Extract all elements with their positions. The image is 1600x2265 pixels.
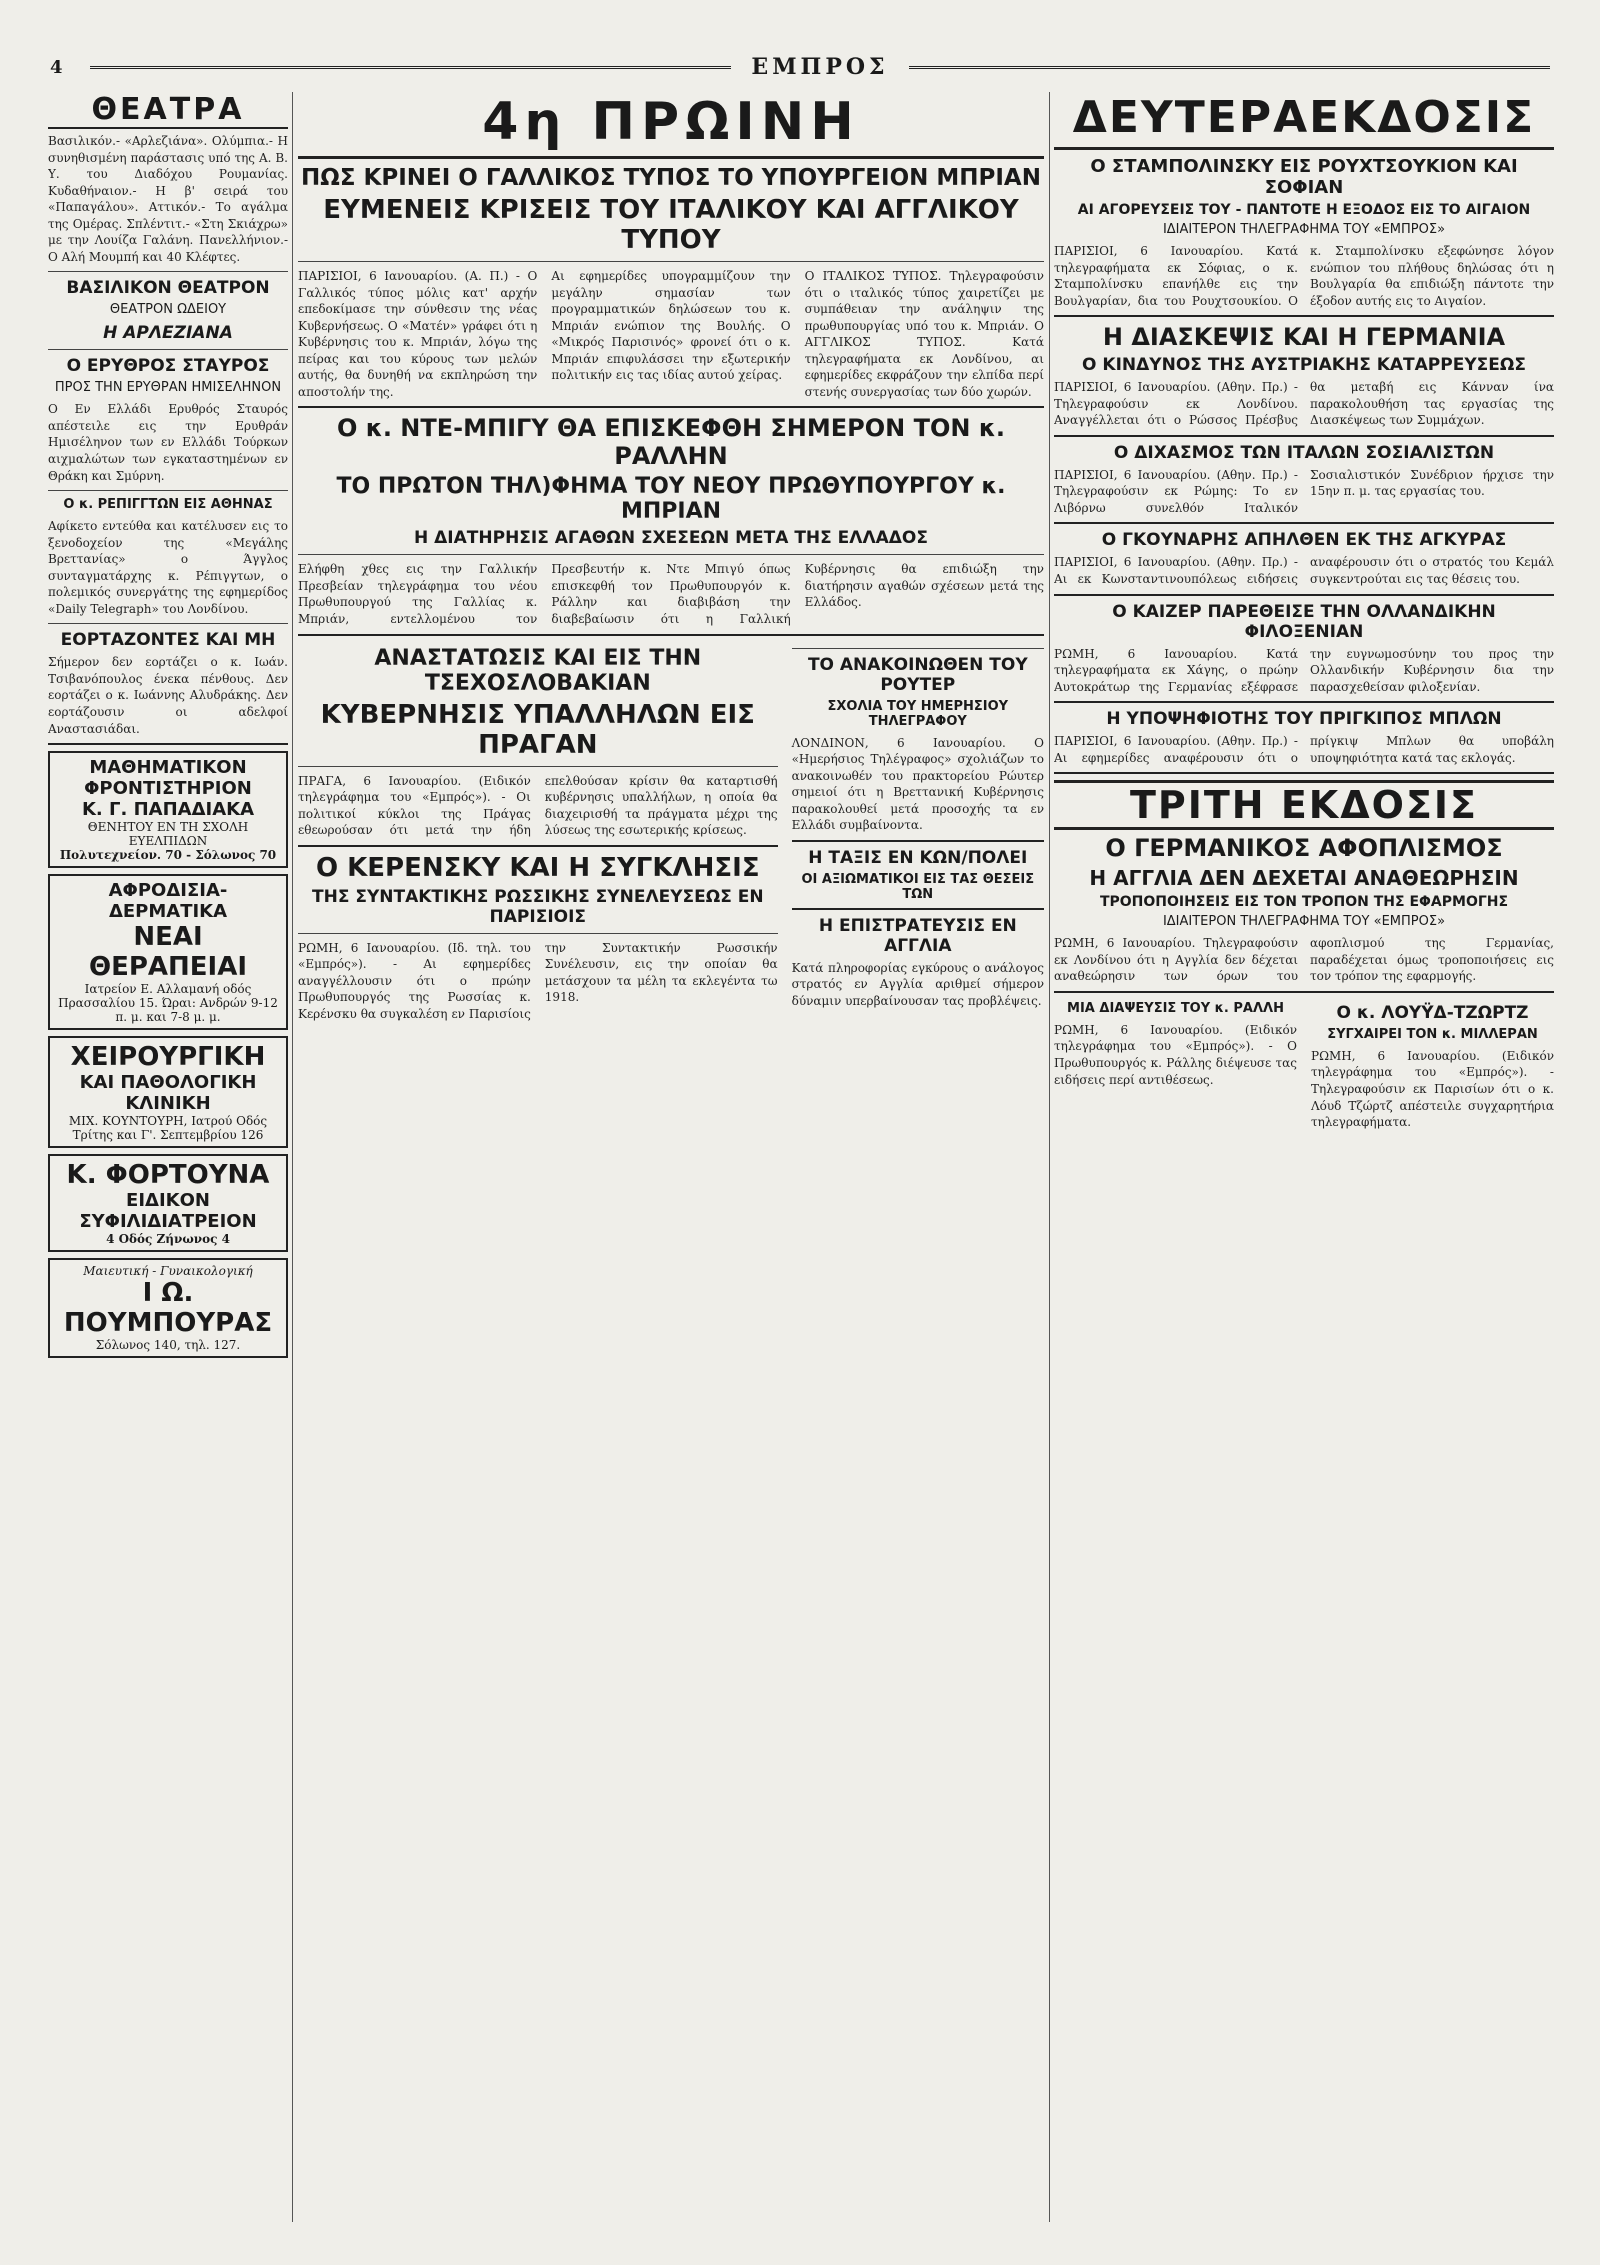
- story-briand-press: [298, 268, 1044, 400]
- theatre2-title: ΒΑΣΙΛΙΚΟΝ ΘΕΑΤΡΟΝ: [66, 278, 270, 299]
- ad-surgery: [48, 1036, 288, 1148]
- headline-rallis-denial: ΜΙΑ ΔΙΑΨΕΥΣΙΣ ΤΟΥ κ. ΡΑΛΛΗ: [1067, 1000, 1284, 1016]
- subhead-debigy: ΤΟ ΠΡΩΤΟΝ ΤΗΛ)ΦΗΜΑ ΤΟΥ ΝΕΟΥ ΠΡΩΘΥΠΟΥΡΓΟΥ κ. ΜΠΡΙΑΝ: [336, 474, 1006, 525]
- story-czech: ΠΡΑΓΑ, 6 Ιανουαρίου. (Ειδικόν τηλεγράφημα του «Εμπρός»). - Οι πολιτικοί κύκλοι της Πράγας εθεωρούσαν ότι μετά την ήδη επελθούσαν κρίσιν θα καταρτισθή κυβέρνησις υπαλλήλων, η οποία θα διαχειρισθή τα πράγματα μέχρι της λύσεως της εσωτερικής κρίσεως.: [298, 773, 778, 838]
- story-debigy: Ελήφθη χθες εις την Γαλλικήν Πρεσβείαν τηλεγράφημα του νέου Πρωθυπουργού της Γαλλίας κ. Μπριάν, εντελλομένου τον Πρεσβευτήν κ. Ντε Μπιγύ όπως επισκεφθή τον Πρωθυπουργόν κ. Ράλλην και διαβιβάση την διαβεβαίωσιν ότι η Γαλλική Κυβέρνησις θα επιδιώξη την διατήρησιν αγαθών σχέσεων μετά της Ελλάδος.: [298, 562, 1044, 627]
- ad3-text: ΜΙΧ. ΚΟΥΝΤΟΥΡΗ, Ιατρού Οδός Τρίτης και Γ'. Σεπτεμβρίου 126: [68, 1114, 268, 1143]
- headline-kaiser: Ο ΚΑΙΖΕΡ ΠΑΡΕΘΕΙΣΕ ΤΗΝ ΟΛΛΑΝΔΙΚΗΝ ΦΙΛΟΞΕΝΙΑΝ: [1112, 601, 1496, 642]
- story-lloyd-george: ΡΩΜΗ, 6 Ιανουαρίου. (Ειδικόν τηλεγράφημα του «Εμπρός»). - Τηλεγραφούσιν εκ Παρισίων ότι ο κ. Λόυδ Τζώρτζ απέστειλε συγχαρητήρια τηλεγραφήματα.: [1311, 1048, 1554, 1130]
- center-column: [298, 92, 1044, 1022]
- subhead-reuter: ΣΧΟΛΙΑ ΤΟΥ ΗΜΕΡΗΣΙΟΥ ΤΗΛΕΓΡΑΦΟΥ: [827, 698, 1009, 729]
- headline-germany-conference: Η ΔΙΑΣΚΕΨΙΣ ΚΑΙ Η ΓΕΡΜΑΝΙΑ: [1102, 323, 1506, 352]
- story1-col-c: Ο ΙΤΑΛΙΚΟΣ ΤΥΠΟΣ. Τηλεγραφούσιν ότι ο ιταλικός τύπος χαιρετίζει με συμπάθειαν την ανάληψιν της πρωθυπουργίας υπό του κ. Μπριάν. Ο ΑΓΓΛΙΚΟΣ ΤΥΠΟΣ. Κατά τηλεγραφήματα εκ Λονδίνου, αι εφημερίδες εκφράζουν την ελπίδα περί στενής συνεργασίας των δύο χωρών.: [804, 269, 1044, 399]
- redcross-text: Ο Εν Ελλάδι Ερυθρός Σταυρός απέστειλε εις την Ερυθράν Ημισέληνον των εν Ελλάδι Τούρκων αιχμαλώτων των εγκαταστημένων εν Θράκη και Σμύρνη.: [48, 402, 288, 483]
- headline-debigy: Ο κ. ΝΤΕ-ΜΠΙΓΥ ΘΑ ΕΠΙΣΚΕΦΘΗ ΣΗΜΕΡΟΝ ΤΟΝ κ. ΡΑΛΛΗΝ: [337, 414, 1005, 471]
- ad2-text: Ιατρείον Ε. Αλλαμανή οδός Πρασσαλίου 15. Ώραι: Ανδρών 9-12 π. μ. και 7-8 μ. μ.: [58, 982, 278, 1025]
- headline-italian-socialists: Ο ΔΙΧΑΣΜΟΣ ΤΩΝ ΙΤΑΛΩΝ ΣΟΣΙΑΛΙΣΤΩΝ: [1113, 442, 1495, 463]
- redcross-title: Ο ΕΡΥΘΡΟΣ ΣΤΑΥΡΟΣ: [66, 356, 270, 377]
- masthead-rule-left: [90, 66, 731, 69]
- ad1-title: ΜΑΘΗΜΑΤΙΚΟΝ ΦΡΟΝΤΙΣΤΗΡΙΟΝ: [84, 757, 252, 800]
- ad3-title: ΧΕΙΡΟΥΡΓΙΚΗ: [70, 1042, 266, 1073]
- ad4-sub: ΕΙΔΙΚΟΝ ΣΥΦΙΛΙΔΙΑΤΡΕΙΟΝ: [79, 1190, 257, 1233]
- story-england-mobilisation: Κατά πληροφορίας εγκύρους ο ανάλογος στρατός εν Αγγλία αριθμεί σήμερον δύναμιν υπερβαίνουσαν τας προβλέψεις.: [791, 960, 1044, 1008]
- ad-gynecology: [48, 1258, 288, 1358]
- ad2-big: ΝΕΑΙ ΘΕΡΑΠΕΙΑΙ: [88, 922, 248, 983]
- story-gounaris: ΠΑΡΙΣΙΟΙ, 6 Ιανουαρίου. (Αθην. Πρ.) - Αι εκ Κωνσταντινουπόλεως ειδήσεις αναφέρουσιν ότι ο στρατός του Κεμάλ συγκεντρούται εις τας θέσεις του.: [1054, 555, 1554, 587]
- ad4-addr: 4 Οδός Ζήνωνος 4: [106, 1232, 230, 1247]
- headline-czech: ΑΝΑΣΤΑΤΩΣΙΣ ΚΑΙ ΕΙΣ ΤΗΝ ΤΣΕΧΟΣΛΟΒΑΚΙΑΝ: [374, 645, 702, 696]
- ad1-name: Κ. Γ. ΠΑΠΑΔΙΑΚΑ: [81, 799, 255, 821]
- page-number: 4: [50, 56, 63, 78]
- story-rallis-denial: ΡΩΜΗ, 6 Ιανουαρίου. (Ειδικόν τηλεγράφημα του «Εμπρός»). - Ο Πρωθυπουργός κ. Ράλλης διέψευσε τας ειδήσεις περί αντιθέσεως.: [1054, 1022, 1297, 1087]
- headline-lloyd-george: Ο κ. ΛΟΥΫΔ-ΤΖΩΡΤΖ: [1336, 1002, 1529, 1023]
- headline-german-disarmament: Ο ΓΕΡΜΑΝΙΚΟΣ ΑΦΟΠΛΙΣΜΟΣ: [1105, 834, 1503, 863]
- story-germany-conference: ΠΑΡΙΣΙΟΙ, 6 Ιανουαρίου. (Αθην. Πρ.) - Τηλεγραφούσιν εκ Λονδίνου. Αναγγέλλεται ότι ο Ρώσσος Πρέσβυς θα μεταβή εις Κάνναν ίνα παρακολουθήση τας εργασίας της Διασκέψεως των Συμμάχων.: [1054, 380, 1554, 428]
- story-kaiser: ΡΩΜΗ, 6 Ιανουαρίου. Κατά τηλεγραφήματα εκ Χάγης, ο πρώην Αυτοκράτωρ της Γερμανίας εξέφρασε την ευγνωμοσύνην του προς την Ολλανδικήν Κυβέρνησιν δια την παρασχεθείσαν φιλοξενίαν.: [1054, 646, 1554, 694]
- subhead-constantinople: ΟΙ ΑΞΙΩΜΑΤΙΚΟΙ ΕΙΣ ΤΑΣ ΘΕΣΕΙΣ ΤΩΝ: [801, 871, 1035, 902]
- story-german-disarmament: ΡΩΜΗ, 6 Ιανουαρίου. Τηλεγραφούσιν εκ Λονδίνου ότι η Αγγλία δεν δέχεται αναθεώρησιν των όρων του αφοπλισμού της Γερμανίας, παραδέχεται όμως τροποποιήσεις εις τον τρόπον της εφαρμογής.: [1054, 936, 1554, 984]
- story-reuter: ΛΟΝΔΙΝΟΝ, 6 Ιανουαρίου. Ο «Ημερήσιος Τηλέγραφος» σχολιάζων το ανακοινωθέν του πρακτορείου Ρώυτερ σημειοί ότι η Βρεττανική Κυβέρνησις παρακολουθεί μετά προσοχής τα εν Ελλάδι συμβαίνοντα.: [791, 735, 1044, 833]
- subhead-czech: ΚΥΒΕΡΝΗΣΙΣ ΥΠΑΛΛΗΛΩΝ ΕΙΣ ΠΡΑΓΑΝ: [320, 699, 755, 760]
- namedays-text: Σήμερον δεν εορτάζει ο κ. Ιωάν. Τσιβανόπουλος ένεκα πένθους. Δεν εορτάζει ο κ. Ιωάννης Αλυδράκης. Δεν εορτάζουσιν οι αδελφοί Αναστασιάδαι.: [48, 655, 288, 736]
- ad5-sub: Μαιευτική - Γυναικολογική: [83, 1264, 253, 1279]
- byline-german-disarmament: ΙΔΙΑΙΤΕΡΟΝ ΤΗΛΕΓΡΑΦΗΜΑ ΤΟΥ «ΕΜΠΡΟΣ»: [1162, 914, 1446, 930]
- ad-tutoring: [48, 751, 288, 868]
- second-edition-banner: ΔΕΥΤΕΡΑΕΚΔΟΣΙΣ: [1054, 92, 1554, 150]
- redcross-sub: ΠΡΟΣ ΤΗΝ ΕΡΥΘΡΑΝ ΗΜΙΣΕΛΗΝΟΝ: [54, 380, 282, 396]
- edition-banner: 4η ΠΡΩΙΝΗ: [298, 92, 1044, 159]
- theatre2-sub: ΘΕΑΤΡΟΝ ΩΔΕΙΟΥ: [109, 302, 227, 318]
- column-divider-2: [1049, 92, 1050, 2222]
- subhead-briand-press: ΕΥΜΕΝΕΙΣ ΚΡΙΣΕΙΣ ΤΟΥ ΙΤΑΛΙΚΟΥ ΚΑΙ ΑΓΓΛΙΚΟΥ ΤΥΠΟΥ: [323, 195, 1019, 255]
- headline-briand-press: ΠΩΣ ΚΡΙΝΕΙ Ο ΓΑΛΛΙΚΟΣ ΤΥΠΟΣ ΤΟ ΥΠΟΥΡΓΕΙΟΝ ΜΠΡΙΑΝ: [301, 165, 1041, 191]
- byline-stamboliisky: ΙΔΙΑΙΤΕΡΟΝ ΤΗΛΕΓΡΑΦΗΜΑ ΤΟΥ «ΕΜΠΡΟΣ»: [1162, 222, 1446, 237]
- ad-syphilis: [48, 1154, 288, 1252]
- center-lower-section: [298, 642, 1044, 1023]
- ad1-text: ΘΕΝΗΤΟΥ ΕΝ ΤΗ ΣΧΟΛΗ ΕΥΕΛΠΙΔΩΝ: [87, 820, 249, 849]
- story-italian-socialists: ΠΑΡΙΣΙΟΙ, 6 Ιανουαρίου. (Αθην. Πρ.) - Τηλεγραφούσιν εκ Ρώμης: Το εν Λιβόρνω συνελθόν Ιταλικόν Σοσιαλιστικόν Συνέδριον ήρχισε την 15ην π. μ. τας εργασίας του.: [1054, 467, 1554, 515]
- ad1-addr: Πολυτεχνείον. 70 - Σόλωνος 70: [59, 848, 277, 863]
- subhead-germany-conference: Ο ΚΙΝΔΥΝΟΣ ΤΗΣ ΑΥΣΤΡΙΑΚΗΣ ΚΑΤΑΡΡΕΥΣΕΩΣ: [1082, 355, 1526, 376]
- headline-constantinople: Η ΤΑΞΙΣ ΕΝ ΚΩΝ/ΠΟΛΕΙ: [808, 847, 1028, 868]
- theatre2-play: Η ΑΡΛΕΖΙΑΝΑ: [103, 323, 233, 344]
- right-column: [1054, 92, 1554, 1131]
- theatres-text: Βασιλικόν.- «Αρλεζιάνα». Ολύμπια.- Η συνηθισμένη παράστασις υπό της Α. Β. Υ. του Διαδόχου Ρουμανίας. Κυδαθήναιον.- Η β' σειρά του «Παπαγάλου». Αττικόν.- Το αγάλμα της Ομέρας. Σπλέντιτ.- «Στη Σκιάχρω» με την Λουίζα Γαλάνη. Πανελλήνιον.- Ο Αλή Μουμπή και 40 Κλέφτες.: [48, 134, 288, 264]
- ad2-title: ΑΦΡΟΔΙΣΙΑ-ΔΕΡΜΑΤΙΚΑ: [108, 880, 228, 923]
- story-kerensky: ΡΩΜΗ, 6 Ιανουαρίου. (Ιδ. τηλ. του «Εμπρός»). - Αι εφημερίδες αναγγέλλουσιν ότι ο πρώην Πρωθυπουργός της Ρωσσίας κ. Κερένσκυ θα συγκαλέση εν Παρισίοις την Συντακτικήν Ρωσσικήν Συνέλευσιν, εις την οποίαν θα μετάσχουν τα μέλη τα εκλεγέντα τω 1918.: [298, 940, 778, 1021]
- ad-clinic-venereal: [48, 874, 288, 1030]
- column-divider-1: [292, 92, 293, 2222]
- headline-england-mobilisation: Η ΕΠΙΣΤΡΑΤΕΥΣΙΣ ΕΝ ΑΓΓΛΙΑ: [818, 915, 1017, 956]
- theatres-title: ΘΕΑΤΡΑ: [48, 92, 288, 129]
- story-prince-blown: ΠΑΡΙΣΙΟΙ, 6 Ιανουαρίου. (Αθην. Πρ.) - Αι εφημερίδες αναφέρουσιν ότι ο πρίγκιψ Μπλων θα υποβάλη υποψηφιότητα κατά τας εκλογάς.: [1054, 734, 1554, 765]
- subhead-stamboliisky: ΑΙ ΑΓΟΡΕΥΣΕΙΣ ΤΟΥ - ΠΑΝΤΟΤΕ Η ΕΞΟΔΟΣ ΕΙΣ ΤΟ ΑΙΓΑΙΟΝ: [1077, 202, 1531, 218]
- subhead-debigy-b: Η ΔΙΑΤΗΡΗΣΙΣ ΑΓΑΘΩΝ ΣΧΕΣΕΩΝ ΜΕΤΑ ΤΗΣ ΕΛΛΑΔΟΣ: [414, 528, 928, 549]
- ad4-title: Κ. ΦΟΡΤΟΥΝΑ: [66, 1160, 270, 1191]
- paper-name: ΕΜΠΡΟΣ: [751, 54, 889, 80]
- left-column: [48, 92, 288, 1364]
- subhead-german-disarmament: Η ΑΓΓΛΙΑ ΔΕΝ ΔΕΧΕΤΑΙ ΑΝΑΘΕΩΡΗΣΙΝ: [1089, 866, 1519, 891]
- third-edition-banner: ΤΡΙΤΗ ΕΚΔΟΣΙΣ: [1054, 780, 1554, 830]
- subhead-kerensky: ΤΗΣ ΣΥΝΤΑΚΤΙΚΗΣ ΡΩΣΣΙΚΗΣ ΣΥΝΕΛΕΥΣΕΩΣ ΕΝ ΠΑΡΙΣΙΟΙΣ: [312, 886, 764, 927]
- ad5-title: Ι Ω. ΠΟΥΜΠΟΥΡΑΣ: [63, 1278, 273, 1339]
- story-stamboliisky: ΠΑΡΙΣΙΟΙ, 6 Ιανουαρίου. Κατά τηλεγραφήματα εκ Σόφιας, ο κ. Σταμπολίνσκυ επανήλθε εις την Βουλγαρίαν, δια του Ρουχτσουκίου. Ο κ. Σταμπολίνσκυ εξεφώνησε λόγον ενώπιον του πλήθους δηλώσας ότι η Βουλγαρία θα επιδιώξη πάντοτε την έξοδον αυτής εις το Αιγαίον.: [1054, 244, 1554, 308]
- ad5-text: Σόλωνος 140, τηλ. 127.: [95, 1338, 241, 1353]
- masthead-rule-right: [909, 66, 1550, 69]
- headline-reuter: ΤΟ ΑΝΑΚΟΙΝΩΘΕΝ ΤΟΥ ΡΟΥΤΕΡ: [807, 654, 1028, 695]
- headline-gounaris: Ο ΓΚΟΥΝΑΡΗΣ ΑΠΗΛΘΕΝ ΕΚ ΤΗΣ ΑΓΚΥΡΑΣ: [1101, 530, 1507, 551]
- subhead-german-disarmament-b: ΤΡΟΠΟΠΟΙΗΣΕΙΣ ΕΙΣ ΤΟΝ ΤΡΟΠΟΝ ΤΗΣ ΕΦΑΡΜΟΓΗΣ: [1099, 894, 1509, 911]
- headline-kerensky: Ο ΚΕΡΕΝΣΚΥ ΚΑΙ Η ΣΥΓΚΛΗΣΙΣ: [315, 852, 760, 883]
- subhead-lloyd-george: ΣΥΓΧΑΙΡΕΙ ΤΟΝ κ. ΜΙΛΛΕΡΑΝ: [1327, 1026, 1538, 1042]
- reporter-title: Ο κ. ΡΕΠΙΓΓΤΩΝ ΕΙΣ ΑΘΗΝΑΣ: [63, 497, 273, 513]
- reporter-text: Αφίκετο εντεύθα και κατέλυσεν εις το ξενοδοχείον της «Μεγάλης Βρεττανίας» ο Άγγλος συνταγματάρχης κ. Ρέπιγγτων, ο πολεμικός συνεργάτης της εφημερίδος «Daily Telegraph» του Λονδίνου.: [48, 519, 288, 616]
- namedays-title: ΕΟΡΤΑΖΟΝΤΕΣ ΚΑΙ ΜΗ: [60, 630, 276, 651]
- ad3-sub: ΚΑΙ ΠΑΘΟΛΟΓΙΚΗ ΚΛΙΝΙΚΗ: [79, 1072, 257, 1115]
- story1-col-b: Αι εφημερίδες υπογραμμίζουν την μεγάλην σημασίαν των προγραμματικών δηλώσεων του κ. Μπριάν ενώπιον της Βουλής. Ο «Μικρός Παρισινός» φρονεί ότι ο κ. Μπριάν επιφυλάσσει την εξωτερικήν πολιτικήν εις τας ιδίας αυτού χείρας.: [551, 269, 791, 383]
- story1-col-a: ΠΑΡΙΣΙΟΙ, 6 Ιανουαρίου. (Α. Π.) - Ο Γαλλικός τύπος μόλις κατ' αρχήν επεδοκίμασε την σύνθεσιν της νέας Κυβερνήσεως. Ο «Ματέν» γράφει ότι η Κυβέρνησις του κ. Μπριάν, λόγω της πείρας και του κύρους των μελών αυτής, θα δυνηθή να εκπληρώση την αποστολήν της.: [298, 269, 538, 399]
- headline-stamboliisky: Ο ΣΤΑΜΠΟΛΙΝΣΚΥ ΕΙΣ ΡΟΥΧΤΣΟΥΚΙΟΝ ΚΑΙ ΣΟΦΙΑΝ: [1090, 156, 1518, 198]
- masthead: [50, 52, 1550, 82]
- headline-prince-blown: Η ΥΠΟΨΗΦΙΟΤΗΣ ΤΟΥ ΠΡΙΓΚΙΠΟΣ ΜΠΛΩΝ: [1106, 709, 1502, 730]
